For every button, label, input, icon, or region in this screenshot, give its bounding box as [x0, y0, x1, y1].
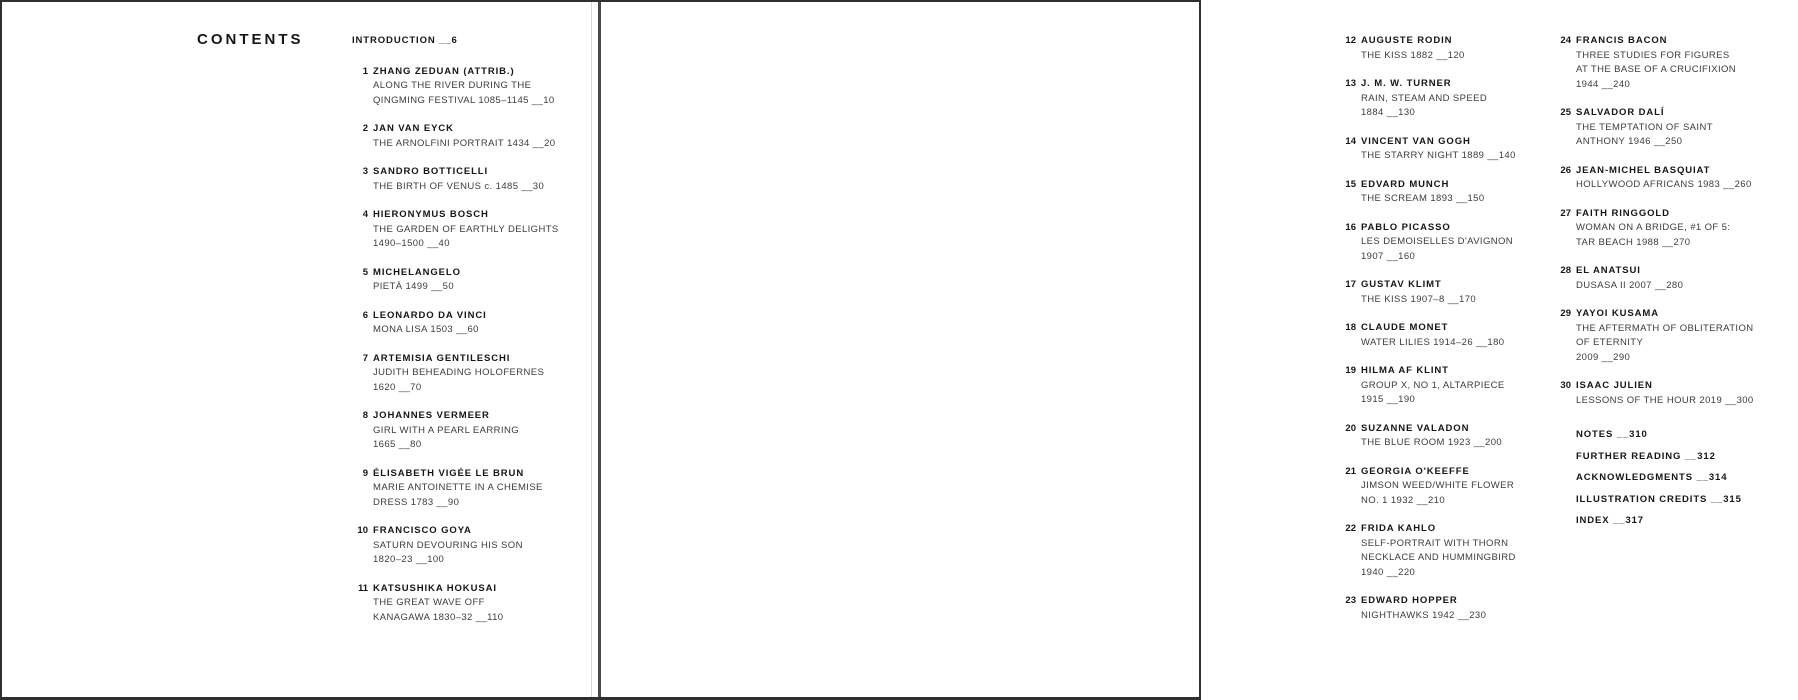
toc-entry: [1555, 164, 1798, 193]
artwork-line: JUDITH BEHEADING HOLOFERNES: [373, 367, 545, 378]
entry-number: 2: [362, 123, 368, 134]
toc-entry: [1340, 522, 1552, 580]
entry-number: 11: [357, 582, 368, 594]
artist-name: ISAAC JULIEN: [1576, 380, 1653, 391]
toc-entry: [1340, 278, 1552, 307]
artist-name: MICHELANGELO: [373, 266, 461, 278]
page-edge-shadow: [591, 2, 592, 697]
entry-number: 27: [1560, 207, 1571, 219]
artist-name: GUSTAV KLIMT: [1361, 279, 1442, 290]
artist-name: AUGUSTE RODIN: [1361, 35, 1453, 46]
toc-entry: [1340, 135, 1552, 164]
artwork-line: 1665 __80: [373, 439, 422, 450]
artwork-line: MARIE ANTOINETTE IN A CHEMISE: [373, 482, 543, 493]
artist-name: JAN VAN EYCK: [373, 123, 454, 134]
entry-number: 19: [1345, 365, 1356, 376]
entry-number: 6: [362, 309, 368, 321]
toc-entries-left: [352, 65, 590, 626]
artwork-line: RAIN, STEAM AND SPEED: [1361, 92, 1488, 104]
entry-number: 28: [1560, 265, 1571, 276]
entry-number: 14: [1345, 135, 1356, 147]
artwork-line: THREE STUDIES FOR FIGURES: [1576, 49, 1730, 61]
artist-name: SUZANNE VALADON: [1361, 422, 1470, 434]
back-matter-item: ACKNOWLEDGMENTS __314: [1576, 472, 1728, 483]
artist-name: FRANCISCO GOYA: [373, 525, 472, 536]
entry-number: 17: [1345, 279, 1356, 290]
artist-name: FRIDA KAHLO: [1361, 523, 1436, 534]
artist-name: CLAUDE MONET: [1361, 322, 1449, 333]
artwork-line: WOMAN ON A BRIDGE, #1 OF 5:: [1576, 222, 1731, 233]
entry-number: 29: [1560, 308, 1571, 319]
artwork-line: SATURN DEVOURING HIS SON: [373, 539, 523, 551]
entry-number: 13: [1345, 78, 1356, 89]
entry-number: 12: [1345, 35, 1356, 46]
artwork-line: KANAGAWA 1830–32 __110: [373, 611, 504, 623]
artist-name: SANDRO BOTTICELLI: [373, 166, 489, 177]
entry-number: 10: [357, 525, 368, 536]
artist-name: YAYOI KUSAMA: [1576, 308, 1659, 319]
artist-name: ZHANG ZEDUAN (ATTRIB.): [373, 65, 515, 77]
artwork-line: NECKLACE AND HUMMINGBIRD: [1361, 552, 1516, 563]
artwork-line: 1884 __130: [1361, 107, 1416, 118]
artist-name: ARTEMISIA GENTILESCHI: [373, 352, 511, 364]
toc-column-right: [1555, 34, 1798, 532]
toc-entry: [1340, 422, 1552, 451]
artwork-line: NO. 1 1932 __210: [1361, 494, 1446, 506]
artwork-line: WATER LILIES 1914–26 __180: [1361, 336, 1505, 348]
artwork-line: OF ETERNITY: [1576, 337, 1644, 348]
artist-name: EL ANATSUI: [1576, 265, 1641, 276]
artwork-line: NIGHTHAWKS 1942 __230: [1361, 609, 1487, 621]
artwork-line: HOLLYWOOD AFRICANS 1983 __260: [1576, 179, 1752, 190]
left-page: [2, 2, 592, 697]
entry-number: 15: [1345, 178, 1356, 190]
artwork-line: JIMSON WEED/WHITE FLOWER: [1361, 480, 1515, 491]
artist-name: HIERONYMUS BOSCH: [373, 209, 489, 220]
back-matter: [1555, 424, 1798, 532]
artwork-line: THE ARNOLFINI PORTRAIT 1434 __20: [373, 137, 556, 149]
entry-number: 1: [362, 65, 368, 77]
back-matter-item: ILLUSTRATION CREDITS __315: [1576, 493, 1742, 505]
artwork-line: 1915 __190: [1361, 394, 1416, 405]
toc-entry: [1340, 465, 1552, 509]
toc-entry: [352, 352, 590, 396]
entry-number: 5: [362, 266, 368, 278]
artwork-line: THE TEMPTATION OF SAINT: [1576, 121, 1713, 133]
artwork-line: GROUP X, NO 1, ALTARPIECE: [1361, 379, 1505, 391]
artist-name: EDVARD MUNCH: [1361, 178, 1450, 190]
entry-number: 20: [1345, 422, 1356, 434]
entry-number: 16: [1345, 221, 1356, 233]
artwork-line: 1620 __70: [373, 381, 422, 393]
artist-name: GEORGIA O'KEEFFE: [1361, 465, 1470, 477]
artwork-line: DUSASA II 2007 __280: [1576, 279, 1684, 291]
toc-entry: [1340, 77, 1552, 121]
artist-name: JEAN-MICHEL BASQUIAT: [1576, 164, 1711, 176]
artwork-line: THE BIRTH OF VENUS c. 1485 __30: [373, 180, 545, 192]
artwork-line: PIETÀ 1499 __50: [373, 281, 454, 292]
artist-name: LEONARDO DA VINCI: [373, 309, 487, 321]
artist-name: J. M. W. TURNER: [1361, 78, 1452, 89]
toc-entry: [1555, 307, 1798, 365]
artwork-line: LESSONS OF THE HOUR 2019 __300: [1576, 394, 1754, 406]
artwork-line: 1944 __240: [1576, 78, 1631, 90]
artwork-line: THE KISS 1882 __120: [1361, 49, 1465, 61]
artwork-line: TAR BEACH 1988 __270: [1576, 236, 1691, 248]
back-matter-item: NOTES __310: [1576, 429, 1648, 440]
artwork-line: ANTHONY 1946 __250: [1576, 136, 1683, 147]
toc-entries-right: [1555, 34, 1798, 408]
artwork-line: 2009 __290: [1576, 351, 1631, 363]
entry-number: 21: [1345, 465, 1356, 477]
artwork-line: THE AFTERMATH OF OBLITERATION: [1576, 322, 1754, 334]
toc-entry: [352, 65, 590, 109]
toc-entry: [352, 208, 590, 252]
artist-name: KATSUSHIKA HOKUSAI: [373, 582, 497, 594]
artwork-line: THE GREAT WAVE OFF: [373, 597, 485, 608]
artist-name: JOHANNES VERMEER: [373, 410, 490, 421]
page-title: CONTENTS: [197, 31, 304, 48]
artwork-line: THE KISS 1907–8 __170: [1361, 293, 1477, 305]
toc-column-middle: [1340, 34, 1552, 637]
right-page: [601, 2, 1754, 697]
toc-entry: [1555, 34, 1798, 92]
artwork-line: SELF-PORTRAIT WITH THORN: [1361, 537, 1509, 549]
entry-number: 3: [362, 166, 368, 177]
toc-entry: [352, 582, 590, 626]
artist-name: PABLO PICASSO: [1361, 221, 1451, 233]
toc-entry: [352, 165, 590, 194]
artist-name: EDWARD HOPPER: [1361, 595, 1458, 606]
entry-number: 30: [1560, 380, 1571, 391]
artwork-line: DRESS 1783 __90: [373, 496, 460, 508]
artwork-line: 1820–23 __100: [373, 554, 445, 565]
toc-entry: [1340, 34, 1552, 63]
back-matter-item: FURTHER READING __312: [1576, 450, 1716, 462]
entry-number: 4: [362, 209, 368, 220]
toc-column-left: [352, 34, 590, 639]
toc-entry: [1340, 364, 1552, 408]
artwork-line: LES DEMOISELLES D'AVIGNON: [1361, 236, 1514, 247]
artwork-line: THE STARRY NIGHT 1889 __140: [1361, 150, 1516, 161]
toc-entry: [352, 409, 590, 453]
toc-entry: [1340, 178, 1552, 207]
toc-entry: [1340, 594, 1552, 623]
entry-number: 18: [1345, 322, 1356, 333]
artwork-line: GIRL WITH A PEARL EARRING: [373, 424, 520, 436]
artwork-line: 1907 __160: [1361, 250, 1416, 262]
toc-entry: [352, 122, 590, 151]
entry-number: 22: [1345, 523, 1356, 534]
toc-entry: [352, 524, 590, 568]
toc-entry: [1340, 221, 1552, 265]
artwork-line: MONA LISA 1503 __60: [373, 324, 479, 335]
entry-number: 9: [362, 467, 368, 479]
artwork-line: THE SCREAM 1893 __150: [1361, 193, 1485, 204]
artist-name: HILMA AF KLINT: [1361, 365, 1449, 376]
artwork-line: THE BLUE ROOM 1923 __200: [1361, 437, 1503, 448]
toc-entry: [1555, 207, 1798, 251]
toc-intro: INTRODUCTION __6: [352, 35, 458, 46]
toc-entry: [352, 467, 590, 511]
entry-number: 7: [362, 352, 368, 364]
back-matter-item: INDEX __317: [1576, 515, 1644, 526]
entry-number: 26: [1560, 164, 1571, 176]
artist-name: FRANCIS BACON: [1576, 35, 1668, 46]
artist-name: VINCENT VAN GOGH: [1361, 135, 1471, 147]
entry-number: 23: [1345, 595, 1356, 606]
artwork-line: QINGMING FESTIVAL 1085–1145 __10: [373, 94, 555, 106]
toc-entry: [1340, 321, 1552, 350]
toc-entry: [352, 266, 590, 295]
artwork-line: ALONG THE RIVER DURING THE: [373, 80, 532, 91]
artist-name: ÉLISABETH VIGÉE LE BRUN: [373, 467, 525, 479]
artwork-line: 1490–1500 __40: [373, 238, 450, 249]
entry-number: 24: [1560, 35, 1571, 46]
toc-entry: [1555, 106, 1798, 150]
artist-name: FAITH RINGGOLD: [1576, 207, 1670, 219]
artwork-line: THE GARDEN OF EARTHLY DELIGHTS: [373, 223, 559, 235]
toc-entry: [1555, 264, 1798, 293]
artwork-line: AT THE BASE OF A CRUCIFIXION: [1576, 64, 1737, 75]
toc-entry: [352, 309, 590, 338]
artwork-line: 1940 __220: [1361, 566, 1416, 578]
entry-number: 25: [1560, 107, 1571, 118]
entry-number: 8: [362, 410, 368, 421]
toc-entry: [1555, 379, 1798, 408]
artist-name: SALVADOR DALÍ: [1576, 107, 1665, 118]
